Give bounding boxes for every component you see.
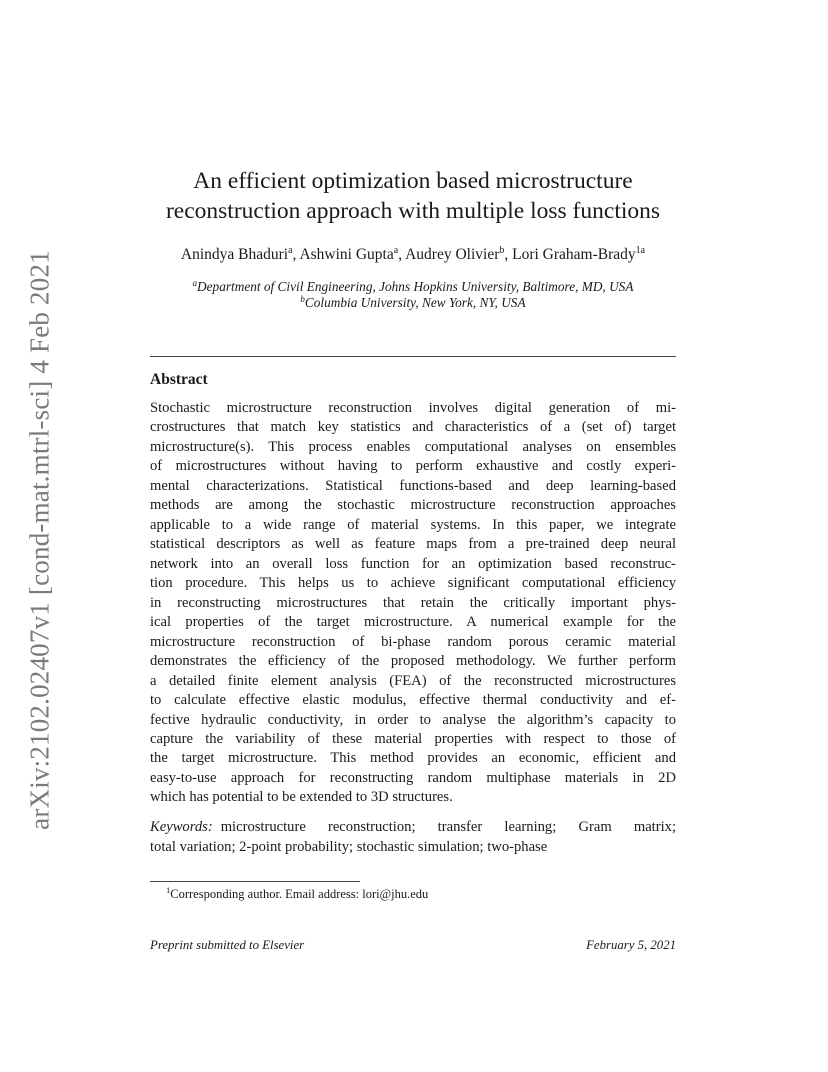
abstract-line: fective hydraulic conductivity, in order to analyse the algorithm’s capacity to <box>150 711 676 728</box>
author-affiliation-mark: a <box>288 245 293 256</box>
footnote-text: Corresponding author. Email address: lori@jhu.edu <box>170 887 429 901</box>
title-line: An efficient optimization based microstructure <box>193 168 633 194</box>
affiliation-mark: a <box>192 278 198 288</box>
author-name: Ashwini Gupta <box>299 246 394 263</box>
abstract-line: crostructures that match key statistics and characteristics of a (set of) target <box>150 419 676 436</box>
abstract-body <box>150 399 676 808</box>
keywords-line: total variation; 2-point probability; stochastic simulation; two-phase <box>150 838 548 855</box>
abstract-line: network into an overall loss function for an optimization based reconstruc- <box>150 555 676 572</box>
preprint-note: Preprint submitted to Elsevier <box>150 938 305 952</box>
author-name: Lori Graham-Brady <box>512 246 636 263</box>
author-list: Anindya Bhaduri$^a$, Ashwini Gupta$^a$, Audrey Olivier$^b$, Lori Graham-Brady$^{1a}$ <box>180 245 646 263</box>
affiliation-mark: b <box>300 294 305 304</box>
abstract-line: which has potential to be extended to 3D structures. <box>150 789 453 806</box>
abstract-line: ical properties of the target microstructure. A numerical example for the <box>150 614 676 631</box>
preprint-date: February 5, 2021 <box>586 938 676 952</box>
abstract-line: demonstrates the efficiency of the proposed methodology. We further perform <box>150 653 676 670</box>
arxiv-identifier: arXiv:2102.02407v1 [cond-mat.mtrl-sci] 4 Feb 2021 <box>24 250 55 830</box>
footnote-mark: 1 <box>166 885 171 895</box>
abstract-line: Stochastic microstructure reconstruction involves digital generation of mi- <box>150 400 676 416</box>
abstract-line: a detailed finite element analysis (FEA) of the reconstructed microstructures <box>150 672 676 689</box>
abstract-line: to calculate effective elastic modulus, effective thermal conductivity and ef- <box>150 692 676 709</box>
abstract-line: easy-to-use approach for reconstructing random multiphase materials in 2D <box>150 769 676 786</box>
abstract-line: tion procedure. This helps us to achieve significant computational efficiency <box>150 575 676 592</box>
affiliation-text: Department of Civil Engineering, Johns Hopkins University, Baltimore, MD, USA <box>197 279 634 294</box>
abstract-heading: Abstract <box>150 371 208 388</box>
author-affiliation-mark: a <box>393 245 399 256</box>
abstract-line: methods are among the stochastic microstructure reconstruction approaches <box>150 497 676 514</box>
keywords-label: Keywords: <box>150 819 213 835</box>
author-affiliation-mark: b <box>499 245 505 256</box>
keywords-text: microstructure reconstruction; transfer learning; Gram matrix; <box>220 819 676 835</box>
footnote-divider <box>150 881 360 882</box>
affiliation <box>120 278 706 295</box>
keywords <box>150 818 676 857</box>
abstract-line: capture the variability of these material properties with respect to those of <box>150 730 676 747</box>
affiliation-text: Columbia University, New York, NY, USA <box>304 295 526 310</box>
abstract-line: the target microstructure. This method provides an economic, efficient and <box>150 750 676 767</box>
author-affiliation-mark: 1a <box>635 245 646 256</box>
abstract-line: applicable to a wide range of material systems. In this paper, we integrate <box>150 516 676 533</box>
abstract-line: microstructure(s). This process enables computational analyses on ensembles <box>150 438 676 455</box>
keywords-line <box>150 818 676 838</box>
abstract-line: mental characterizations. Statistical functions-based and deep learning-based <box>150 477 676 494</box>
abstract-line: statistical descriptors as well as feature maps from a pre-trained deep neural <box>150 536 676 553</box>
author-name: Audrey Olivier <box>405 246 500 263</box>
header-divider <box>150 356 676 357</box>
abstract-line: of microstructures without having to perform exhaustive and costly experi- <box>150 458 676 475</box>
title-line: reconstruction approach with multiple loss functions <box>165 198 661 224</box>
author-name: Anindya Bhaduri <box>180 246 289 263</box>
abstract-line: microstructure reconstruction of bi-phase random porous ceramic material <box>150 633 676 650</box>
footnote <box>166 885 428 902</box>
paper-title <box>150 166 676 226</box>
abstract-line: in reconstructing microstructures that retain the critically important phys- <box>150 594 676 611</box>
affiliation <box>120 294 706 311</box>
